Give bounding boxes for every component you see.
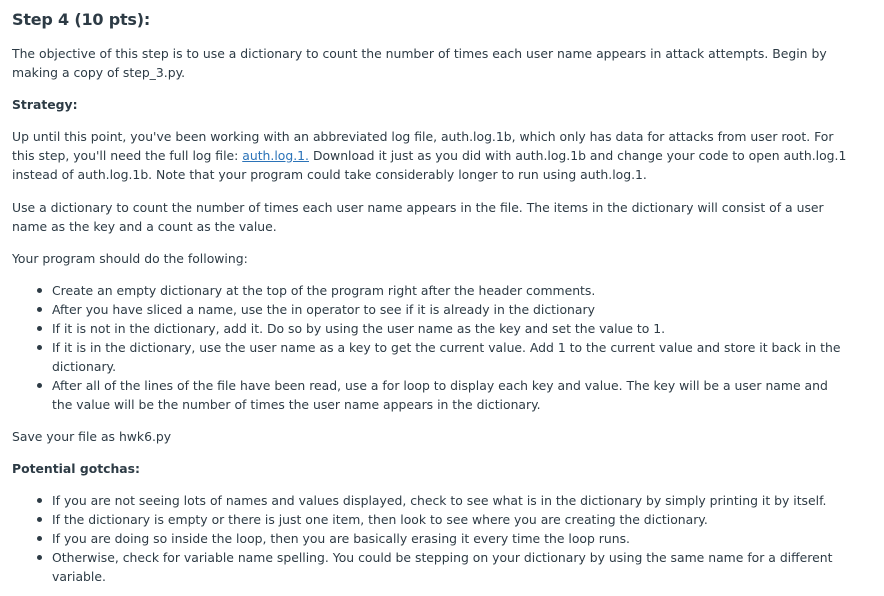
strategy-paragraph-2: Use a dictionary to count the number of times each user name appears in the file. The items in the dictionary will consist of a user name as the key and a count as the value. xyxy=(12,200,824,234)
program-intro: Your program should do the following: xyxy=(12,251,248,266)
strategy-paragraph-1 xyxy=(12,127,852,184)
step-heading: Step 4 (10 pts): xyxy=(12,10,151,29)
list-item: If the dictionary is empty or there is just one item, then look to see where you are creating the dictionary. xyxy=(52,510,852,529)
list-item: If it is in the dictionary, use the user name as a key to get the current value. Add 1 to the current value and store it back in the dictionary. xyxy=(52,338,852,376)
gotchas-list xyxy=(12,491,852,586)
auth-log-download-link[interactable]: auth.log.1. xyxy=(242,148,309,163)
strategy-text-before-link: Up until this point, you've been working with an abbreviated log file, auth.log.1b, which only has data for attacks from user root. For this step, you'll need the full log file: xyxy=(12,129,834,163)
list-item: Create an empty dictionary at the top of the program right after the header comments. xyxy=(52,281,852,300)
strategy-text-after-link: Download it just as you did with auth.log.1b and change your code to open auth.log.1 instead of auth.log.1b. Note that your program could take considerably longer to run using auth.log.1. xyxy=(12,148,847,182)
list-item: If you are doing so inside the loop, then you are basically erasing it every time the loop runs. xyxy=(52,529,852,548)
list-item: If you are not seeing lots of names and values displayed, check to see what is in the dictionary by simply printing it by itself. xyxy=(52,491,852,510)
list-item: After you have sliced a name, use the in operator to see if it is already in the dictionary xyxy=(52,300,852,319)
save-note: Save your file as hwk6.py xyxy=(12,429,172,444)
objective-paragraph: The objective of this step is to use a dictionary to count the number of times each user name appears in attack attempts. Begin by making a copy of step_3.py. xyxy=(12,46,827,80)
gotchas-label: Potential gotchas: xyxy=(12,461,140,476)
program-steps-list xyxy=(12,281,852,414)
list-item: After all of the lines of the file have been read, use a for loop to display each key and value. The key will be a user name and the value will be the number of times the user name appears in the dictionary. xyxy=(52,376,852,414)
list-item: Otherwise, check for variable name spelling. You could be stepping on your dictionary by using the same name for a different variable. xyxy=(52,548,852,586)
strategy-label: Strategy: xyxy=(12,97,78,112)
list-item: If it is not in the dictionary, add it. Do so by using the user name as the key and set the value to 1. xyxy=(52,319,852,338)
